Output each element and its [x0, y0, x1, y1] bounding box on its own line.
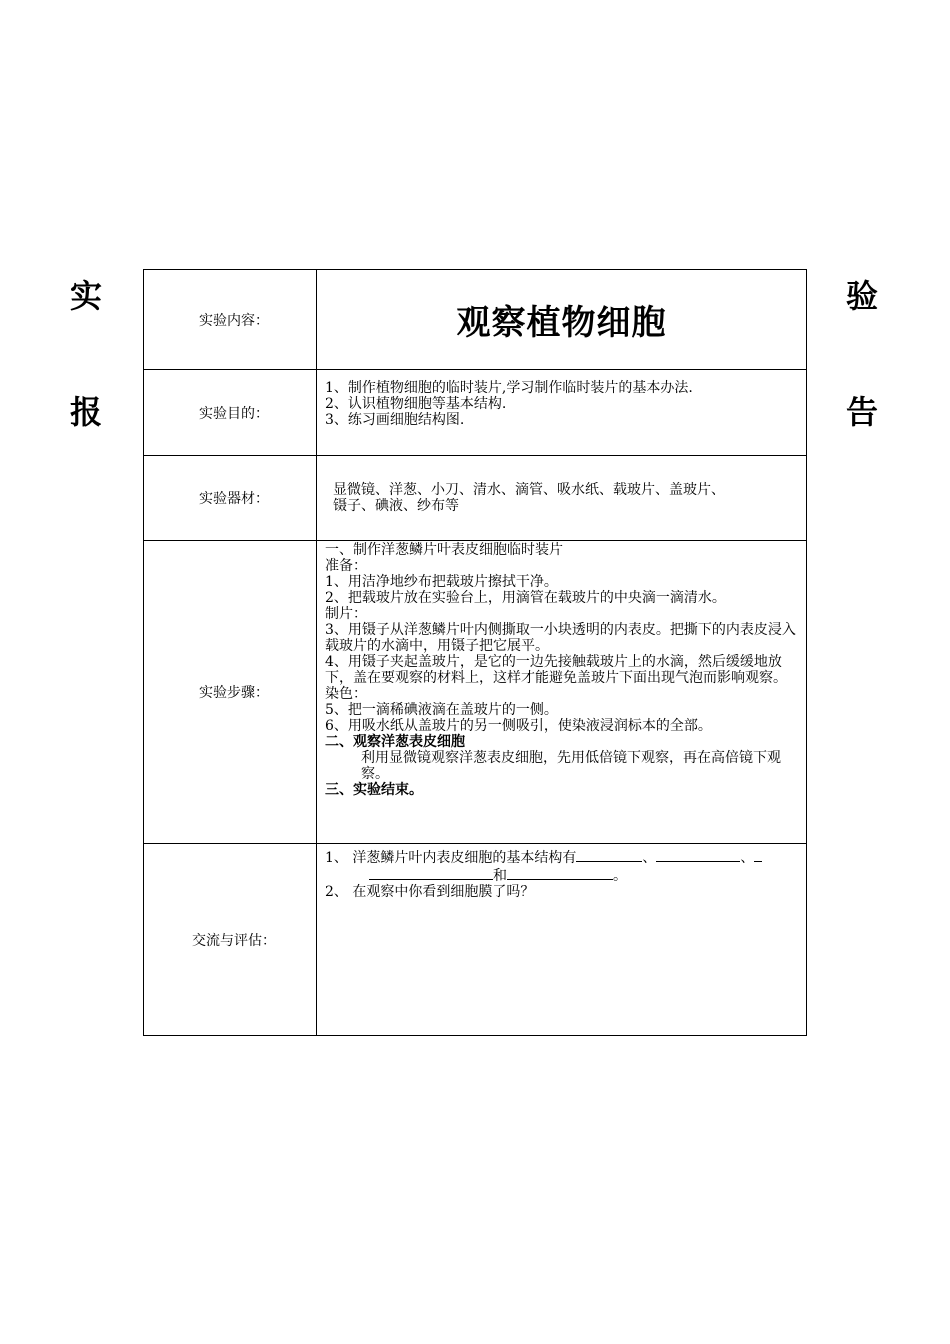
row-equipment: [144, 456, 807, 541]
title-cell: [317, 270, 807, 370]
row-evaluation: [144, 844, 807, 1036]
step-line: 一、制作洋葱鳞片叶表皮细胞临时装片: [325, 542, 563, 558]
step-line: 2、把载玻片放在实验台上，用滴管在载玻片的中央滴一滴清水。: [325, 590, 726, 606]
q1-prefix: 1、 洋葱鳞片叶内表皮细胞的基本结构有: [325, 850, 577, 866]
label-content: 实验内容：: [144, 270, 317, 370]
step-line: 3、用镊子从洋葱鳞片叶内侧撕取一小块透明的内表皮。把撕下的内表皮浸入载玻片的水滴中，用镊子把它展平。: [325, 622, 796, 654]
evaluation-cell: [317, 844, 807, 1036]
header-char-2: 报: [70, 393, 103, 431]
step-line: 4、用镊子夹起盖玻片，是它的一边先接触载玻片上的水滴，然后缓缓地放下，盖在要观察的材料上，这样才能避免盖玻片下面出现气泡而影响观察。: [325, 654, 787, 686]
step-heading: 二、观察洋葱表皮细胞: [325, 734, 465, 750]
question-1-cont: [325, 866, 800, 884]
answer-blank-4[interactable]: [507, 866, 613, 880]
q1-sep-2: 、: [740, 850, 755, 866]
question-1: [325, 848, 800, 866]
purpose-line-2: 2、认识植物细胞等基本结构.: [325, 396, 507, 412]
experiment-title: 观察植物细胞: [456, 303, 667, 343]
q1-sep-1: 、: [642, 850, 657, 866]
answer-blank-2[interactable]: [656, 848, 740, 862]
row-steps: [144, 541, 807, 844]
header-char-1: 实: [70, 277, 103, 315]
step-line: 5、把一滴稀碘液滴在盖玻片的一侧。: [325, 702, 558, 718]
row-purpose: [144, 370, 807, 456]
report-table: [143, 269, 807, 1036]
equipment-cell: [317, 456, 807, 541]
row-content: [144, 270, 807, 370]
purpose-line-1: 1、制作植物细胞的临时装片,学习制作临时装片的基本办法.: [325, 380, 693, 396]
purpose-cell: [317, 370, 807, 456]
label-steps: 实验步骤：: [144, 541, 317, 844]
header-char-3: 验: [846, 277, 879, 315]
q1-and: 和: [493, 868, 507, 884]
label-purpose: 实验目的：: [144, 370, 317, 456]
step-line: 准备：: [325, 558, 367, 574]
steps-cell: [317, 541, 807, 844]
step-line: 制片：: [325, 606, 367, 622]
step-line: 利用显微镜观察洋葱表皮细胞，先用低倍镜下观察，再在高倍镜下观察。: [361, 750, 781, 782]
answer-blank-3[interactable]: [369, 866, 493, 880]
question-2: 2、 在观察中你看到细胞膜了吗？: [325, 884, 535, 900]
q1-end: 。: [613, 868, 627, 884]
purpose-line-3: 3、练习画细胞结构图.: [325, 412, 465, 428]
answer-blank-1[interactable]: [576, 848, 642, 862]
label-equipment: 实验器材：: [144, 456, 317, 541]
step-line: 6、用吸水纸从盖玻片的另一侧吸引，使染液浸润标本的全部。: [325, 718, 712, 734]
header-char-4: 告: [846, 393, 879, 431]
step-line: 1、用洁净地纱布把载玻片擦拭干净。: [325, 574, 558, 590]
equipment-line-2: 镊子、碘液、纱布等: [333, 498, 459, 514]
step-heading: 三、实验结束。: [325, 782, 423, 798]
step-line: 染色：: [325, 686, 367, 702]
equipment-line-1: 显微镜、洋葱、小刀、清水、滴管、吸水纸、载玻片、盖玻片、: [333, 482, 725, 498]
answer-blank-3a[interactable]: [754, 848, 762, 862]
label-evaluation: 交流与评估：: [144, 844, 317, 1036]
